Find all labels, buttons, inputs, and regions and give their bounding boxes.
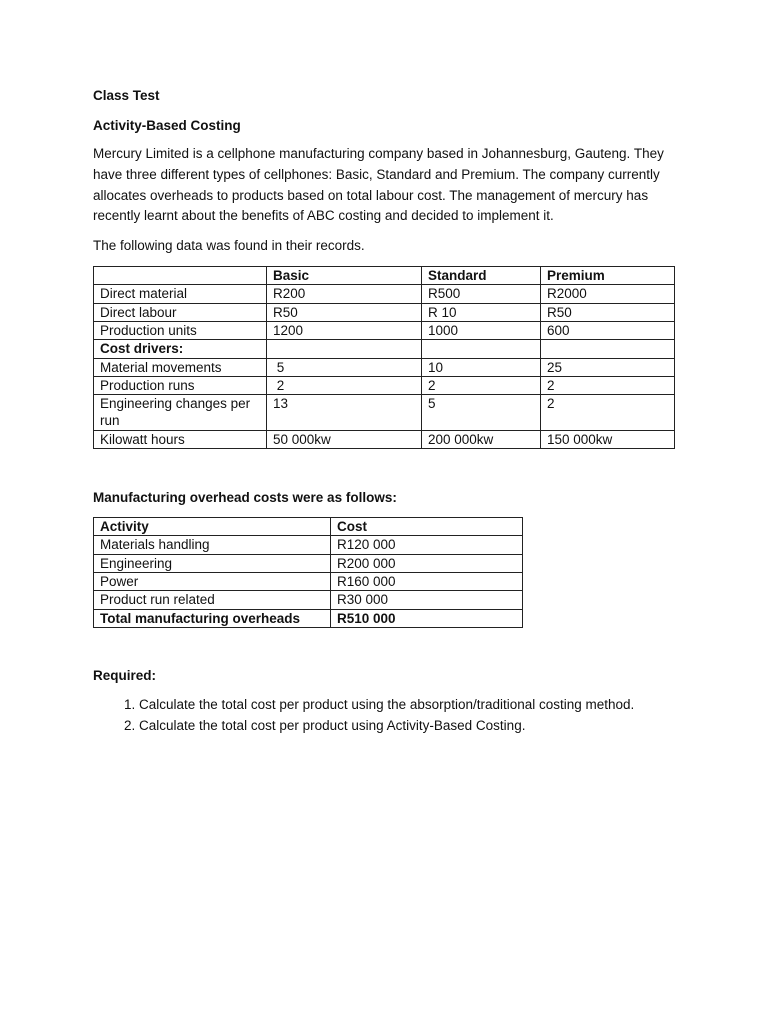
premium-value: 25	[541, 358, 675, 376]
total-row	[94, 609, 523, 627]
premium-value: 150 000kw	[541, 430, 675, 448]
row-label: Production runs	[94, 376, 267, 394]
data-lead-text: The following data was found in their records.	[93, 238, 365, 254]
activity-cell: Materials handling	[94, 536, 331, 554]
table-row	[94, 591, 523, 609]
standard-value: 5	[422, 395, 541, 431]
table-row	[94, 430, 675, 448]
table-header-row	[94, 518, 523, 536]
premium-value	[541, 340, 675, 358]
table-row	[94, 340, 675, 358]
row-label: Kilowatt hours	[94, 430, 267, 448]
header-cell-cost: Cost	[331, 518, 523, 536]
row-label: Material movements	[94, 358, 267, 376]
basic-value: 2	[267, 376, 422, 394]
header-cell-empty	[94, 267, 267, 285]
row-label: Production units	[94, 322, 267, 340]
header-cell-activity: Activity	[94, 518, 331, 536]
basic-value	[267, 340, 422, 358]
total-label: Total manufacturing overheads	[94, 609, 331, 627]
table-row	[94, 395, 675, 431]
premium-value: 600	[541, 322, 675, 340]
standard-value	[422, 340, 541, 358]
table-row	[94, 554, 523, 572]
header-cell-basic: Basic	[267, 267, 422, 285]
row-label: Direct material	[94, 285, 267, 303]
table-row	[94, 376, 675, 394]
basic-value: 13	[267, 395, 422, 431]
standard-value: 10	[422, 358, 541, 376]
table-row	[94, 358, 675, 376]
list-item: 1. Calculate the total cost per product using the absorption/traditional costing method.	[139, 695, 683, 716]
basic-value: 1200	[267, 322, 422, 340]
table-header-row	[94, 267, 675, 285]
activity-cell: Product run related	[94, 591, 331, 609]
premium-value: 2	[541, 376, 675, 394]
standard-value: 200 000kw	[422, 430, 541, 448]
table-row	[94, 303, 675, 321]
standard-value: R 10	[422, 303, 541, 321]
row-label: Engineering changes per run	[94, 395, 267, 431]
activity-cell: Engineering	[94, 554, 331, 572]
standard-value: 2	[422, 376, 541, 394]
cost-cell: R160 000	[331, 573, 523, 591]
row-label-cost-drivers: Cost drivers:	[94, 340, 267, 358]
intro-paragraph: Mercury Limited is a cellphone manufacturing company based in Johannesburg, Gauteng. They have three different types of cellphones: Basic, Standard and Premium. The company currently allocates overheads to products based on total labour cost. The management of mercury has recently learnt about the benefits of ABC costing and decided to implement it.	[93, 146, 664, 224]
basic-value: 50 000kw	[267, 430, 422, 448]
standard-value: R500	[422, 285, 541, 303]
cost-cell: R200 000	[331, 554, 523, 572]
required-list	[93, 695, 683, 737]
document-body	[93, 86, 683, 737]
table-row	[94, 322, 675, 340]
total-cost: R510 000	[331, 609, 523, 627]
activity-cell: Power	[94, 573, 331, 591]
premium-value: 2	[541, 395, 675, 431]
standard-value: 1000	[422, 322, 541, 340]
table-row	[94, 536, 523, 554]
header-cell-standard: Standard	[422, 267, 541, 285]
basic-value: R200	[267, 285, 422, 303]
doc-title: Class Test	[93, 88, 160, 103]
overheads-table	[93, 517, 523, 628]
basic-value: R50	[267, 303, 422, 321]
premium-value: R2000	[541, 285, 675, 303]
row-label: Direct labour	[94, 303, 267, 321]
overheads-title: Manufacturing overhead costs were as follows:	[93, 490, 397, 506]
premium-value: R50	[541, 303, 675, 321]
header-cell-premium: Premium	[541, 267, 675, 285]
table-row	[94, 573, 523, 591]
doc-subtitle: Activity-Based Costing	[93, 118, 241, 133]
required-title: Required:	[93, 667, 157, 683]
cost-cell: R120 000	[331, 536, 523, 554]
table-row	[94, 285, 675, 303]
list-item: 2. Calculate the total cost per product using Activity-Based Costing.	[139, 716, 683, 737]
product-data-table	[93, 266, 675, 449]
basic-value: 5	[267, 358, 422, 376]
cost-cell: R30 000	[331, 591, 523, 609]
